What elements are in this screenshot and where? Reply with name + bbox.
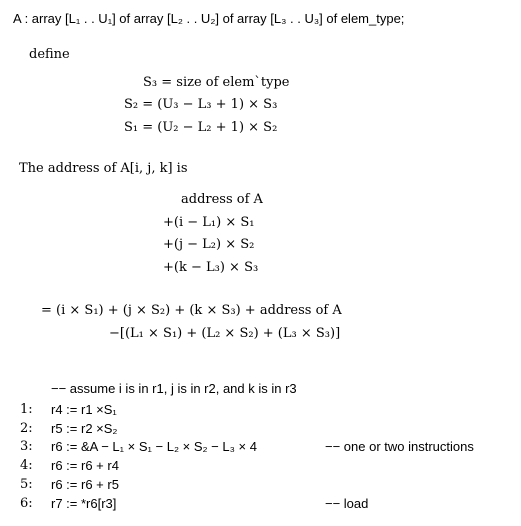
- address-term-k: +(k − L₃) × S₃: [163, 260, 259, 275]
- code-line-number: 6:: [20, 496, 33, 511]
- expanded-sum: = (i × S₁) + (j × S₂) + (k × S₃) + address of A: [41, 303, 342, 318]
- code-line-1: r4 := r1 ×S₁: [51, 402, 117, 417]
- code-comment: −− assume i is in r1, j is in r2, and k is in r3: [51, 381, 297, 396]
- address-term-j: +(j − L₂) × S₂: [163, 237, 255, 252]
- address-intro: The address of A[i, j, k] is: [19, 161, 188, 176]
- define-s2: S₂ = (U₃ − L₃ + 1) × S₃: [124, 97, 278, 112]
- code-line-number: 3:: [20, 439, 33, 454]
- define-s3: S₃ = size of elemˋtype: [143, 75, 290, 90]
- define-s1: S₁ = (U₂ − L₂ + 1) × S₂: [124, 120, 278, 135]
- code-line-5: r6 := r6 + r5: [51, 477, 119, 492]
- expanded-offset: −[(L₁ × S₁) + (L₂ × S₂) + (L₃ × S₃)]: [109, 326, 341, 341]
- define-label: define: [29, 47, 70, 62]
- code-line-6-comment: −− load: [325, 496, 369, 511]
- code-line-number: 5:: [20, 477, 33, 492]
- code-line-4: r6 := r6 + r4: [51, 458, 119, 473]
- code-line-number: 2:: [20, 421, 33, 436]
- code-line-3-comment: −− one or two instructions: [325, 439, 474, 454]
- address-term-i: +(i − L₁) × S₁: [163, 215, 255, 230]
- code-line-2: r5 := r2 ×S₂: [51, 421, 118, 436]
- array-declaration: A : array [L₁ . . U₁] of array [L₂ . . U₂] of array [L₃ . . U₃] of elem_type;: [13, 11, 405, 26]
- code-line-6: r7 := *r6[r3]: [51, 496, 117, 511]
- code-line-number: 1:: [20, 402, 33, 417]
- address-term-base: address of A: [181, 192, 263, 207]
- code-line-number: 4:: [20, 458, 33, 473]
- code-line-3: r6 := &A − L₁ × S₁ − L₂ × S₂ − L₃ × 4: [51, 439, 257, 454]
